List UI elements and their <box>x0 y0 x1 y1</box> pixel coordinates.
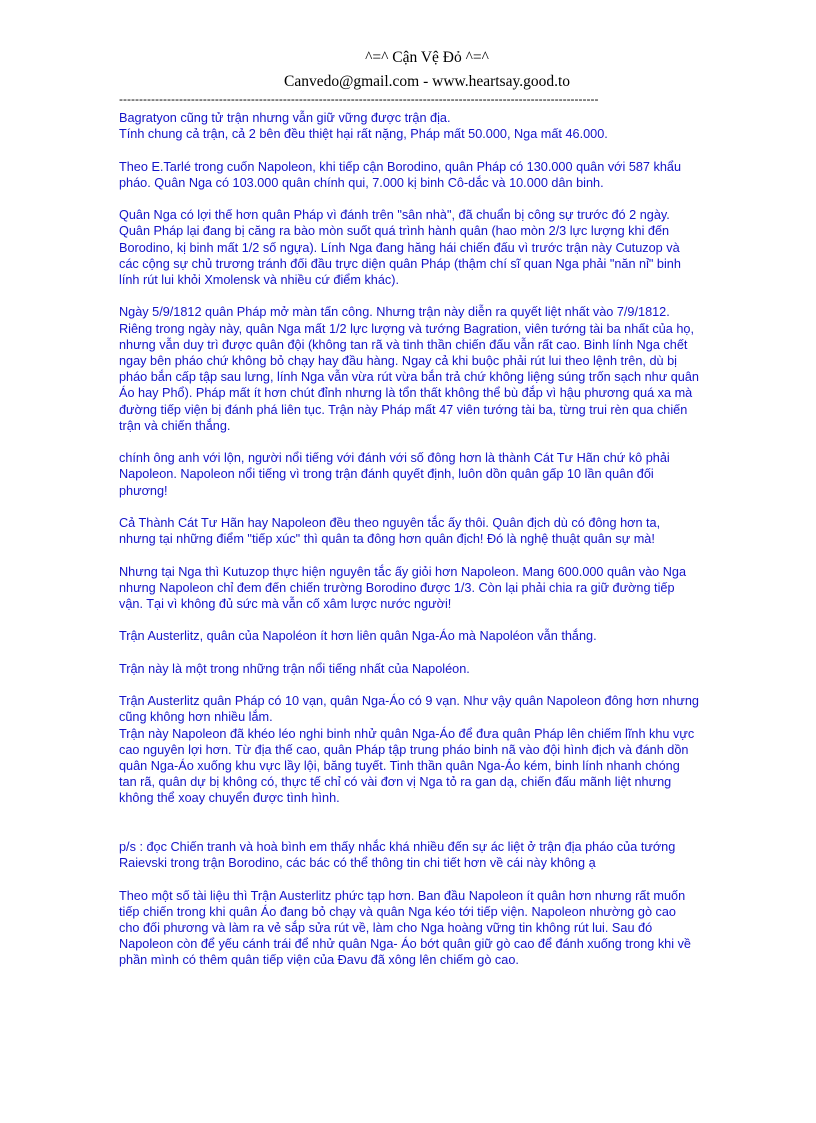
paragraph: Trận Austerlitz, quân của Napoléon ít hơn liên quân Nga-Áo mà Napoléon vẫn thắng. <box>119 629 597 644</box>
paragraph: Theo một số tài liệu thì Trận Austerlitz phức tạp hơn. Ban đầu Napoleon ít quân hơn nhưng rất muốn tiếp chiến trong khi quân Áo đang bỏ chạy và quân Nga kéo tới tiếp viện. Napoleon nhường gò cao cho đối phương và làm ra vẻ sắp sửa rút về, làm cho Nga hoàng vững tin không rút lui. Sau đó Napoleon còn để yếu cánh trái để nhử quân Nga- Áo bớt quân giữ gò cao để đánh xuống trong khi về phần mình có thêm quân tiếp viện của Đavu đã xông lên chiếm gò cao. <box>119 888 691 968</box>
paragraph: Trận này Napoleon đã khéo léo nghi binh nhử quân Nga-Áo để đưa quân Pháp lên chiếm lĩnh khu vực cao nguyên lợi hơn. Từ địa thế cao, quân Pháp tập trung pháo binh nã vào đội hình địch và đánh dồn quân Nga-Áo xuống khu vực lầy lội, băng tuyết. Tinh thần quân Nga-Áo kém, binh lính nhanh chóng tan rã, quân dự bị không có, thực tế chỉ có vài đơn vị Nga tỏ ra gan dạ, chiến đấu mãnh liệt nhưng không thể xoay chuyển được tình hình. <box>119 726 695 806</box>
paragraph: Cả Thành Cát Tư Hãn hay Napoleon đều theo nguyên tắc ấy thôi. Quân địch dù có đông hơn ta, nhưng tại những điểm "tiếp xúc" thì quân ta đông hơn quân địch! Đó là nghệ thuật quân sự mà! <box>119 516 661 547</box>
paragraph: chính ông anh với lộn, người nổi tiếng với đánh với số đông hơn là thành Cát Tư Hãn chứ kô phải Napoleon. Napoleon nổi tiếng vì trong trận đánh quyết định, luôn dồn quân gấp 10 lần quân đối phương! <box>119 451 670 498</box>
paragraph: Trận Austerlitz quân Pháp có 10 vạn, quân Nga-Áo có 9 vạn. Như vậy quân Napoleon đông hơn nhưng cũng không hơn nhiều lắm. <box>119 694 699 725</box>
document-body <box>119 110 699 985</box>
paragraph: p/s : đọc Chiến tranh và hoà bình em thấy nhắc khá nhiều đến sự ác liệt ở trận địa pháo của tướng Raievski trong trận Borodino, các bác có thể thông tin chi tiết hơn về cái này không ạ <box>119 839 676 871</box>
paragraph: Tính chung cả trận, cả 2 bên đều thiệt hại rất nặng, Pháp mất 50.000, Nga mất 46.000. <box>119 127 608 142</box>
paragraph: Trận này là một trong những trận nổi tiếng nhất của Napoléon. <box>119 661 470 676</box>
header-title: ^=^ Cận Vệ Đỏ ^=^ <box>365 49 489 66</box>
header-contact: Canvedo@gmail.com - www.heartsay.good.to <box>283 73 571 90</box>
paragraph: Theo E.Tarlé trong cuốn Napoleon, khi tiếp cận Borodino, quân Pháp có 130.000 quân với 587 khẩu pháo. Quân Nga có 103.000 quân chính qui, 7.000 kị binh Cô-dắc và 10.000 dân binh. <box>119 159 682 190</box>
paragraph: Quân Nga có lợi thế hơn quân Pháp vì đánh trên "sân nhà", đã chuẩn bị công sự trước đó 2 ngày. Quân Pháp lại đang bị căng ra bào mòn suốt quá trình hành quân (hao mòn 2/3 lực lượng khi đến Borodino, kị binh mất 1/2 số ngựa). Lính Nga đang hăng hái chiến đấu vì trước trận này Cutuzop và các cộng sự chủ trương tránh đối đầu trực diện quân Pháp (thậm chí sĩ quan Nga phải "năn nỉ" binh lính rút lui khỏi Xmolensk và nhiều cứ điểm khác). <box>119 208 681 287</box>
header-divider: ------------------------------------------------------------------------------------------------------------------------ <box>119 92 599 106</box>
paragraph: Nhưng tại Nga thì Kutuzop thực hiện nguyên tắc ấy giỏi hơn Napoleon. Mang 600.000 quân vào Nga nhưng Napoleon chỉ đem đến chiến trường Borodino được 1/3. Còn lại phải chia ra giữ đường tiếp vận. Tại vì không đủ sức mà vẫn cố xâm lược nước người! <box>119 564 687 611</box>
paragraph: Ngày 5/9/1812 quân Pháp mở màn tấn công. Nhưng trận này diễn ra quyết liệt nhất vào 7/9/1812. Riêng trong ngày này, quân Nga mất 1/2 lực lượng và tướng Bagration, viên tướng tài ba nhất của họ, nhưng vẫn duy trì được quân đội (không tan rã và tinh thần chiến đấu vẫn rất cao. Binh lính Nga chết ngay bên pháo chứ không bỏ chạy hay đầu hàng. Ngay cả khi buộc phải rút lui theo lệnh trên, dù bị pháo bắn cấp tập sau lưng, lính Nga vẫn vừa rút vừa bắn trả chứ không liệng súng trốn sạch như quân Áo hay Phổ). Pháp mất ít hơn chút đỉnh nhưng là tổn thất không thể bù đắp vì hậu phương quá xa mà đường tiếp viện bị đánh phá liên tục. Trận này Pháp mất 47 viên tướng tài ba, từng trui rèn qua chiến trận và chiến thắng. <box>119 305 699 433</box>
paragraph: Bagratyon cũng tử trận nhưng vẫn giữ vững được trận địa. <box>119 111 451 125</box>
